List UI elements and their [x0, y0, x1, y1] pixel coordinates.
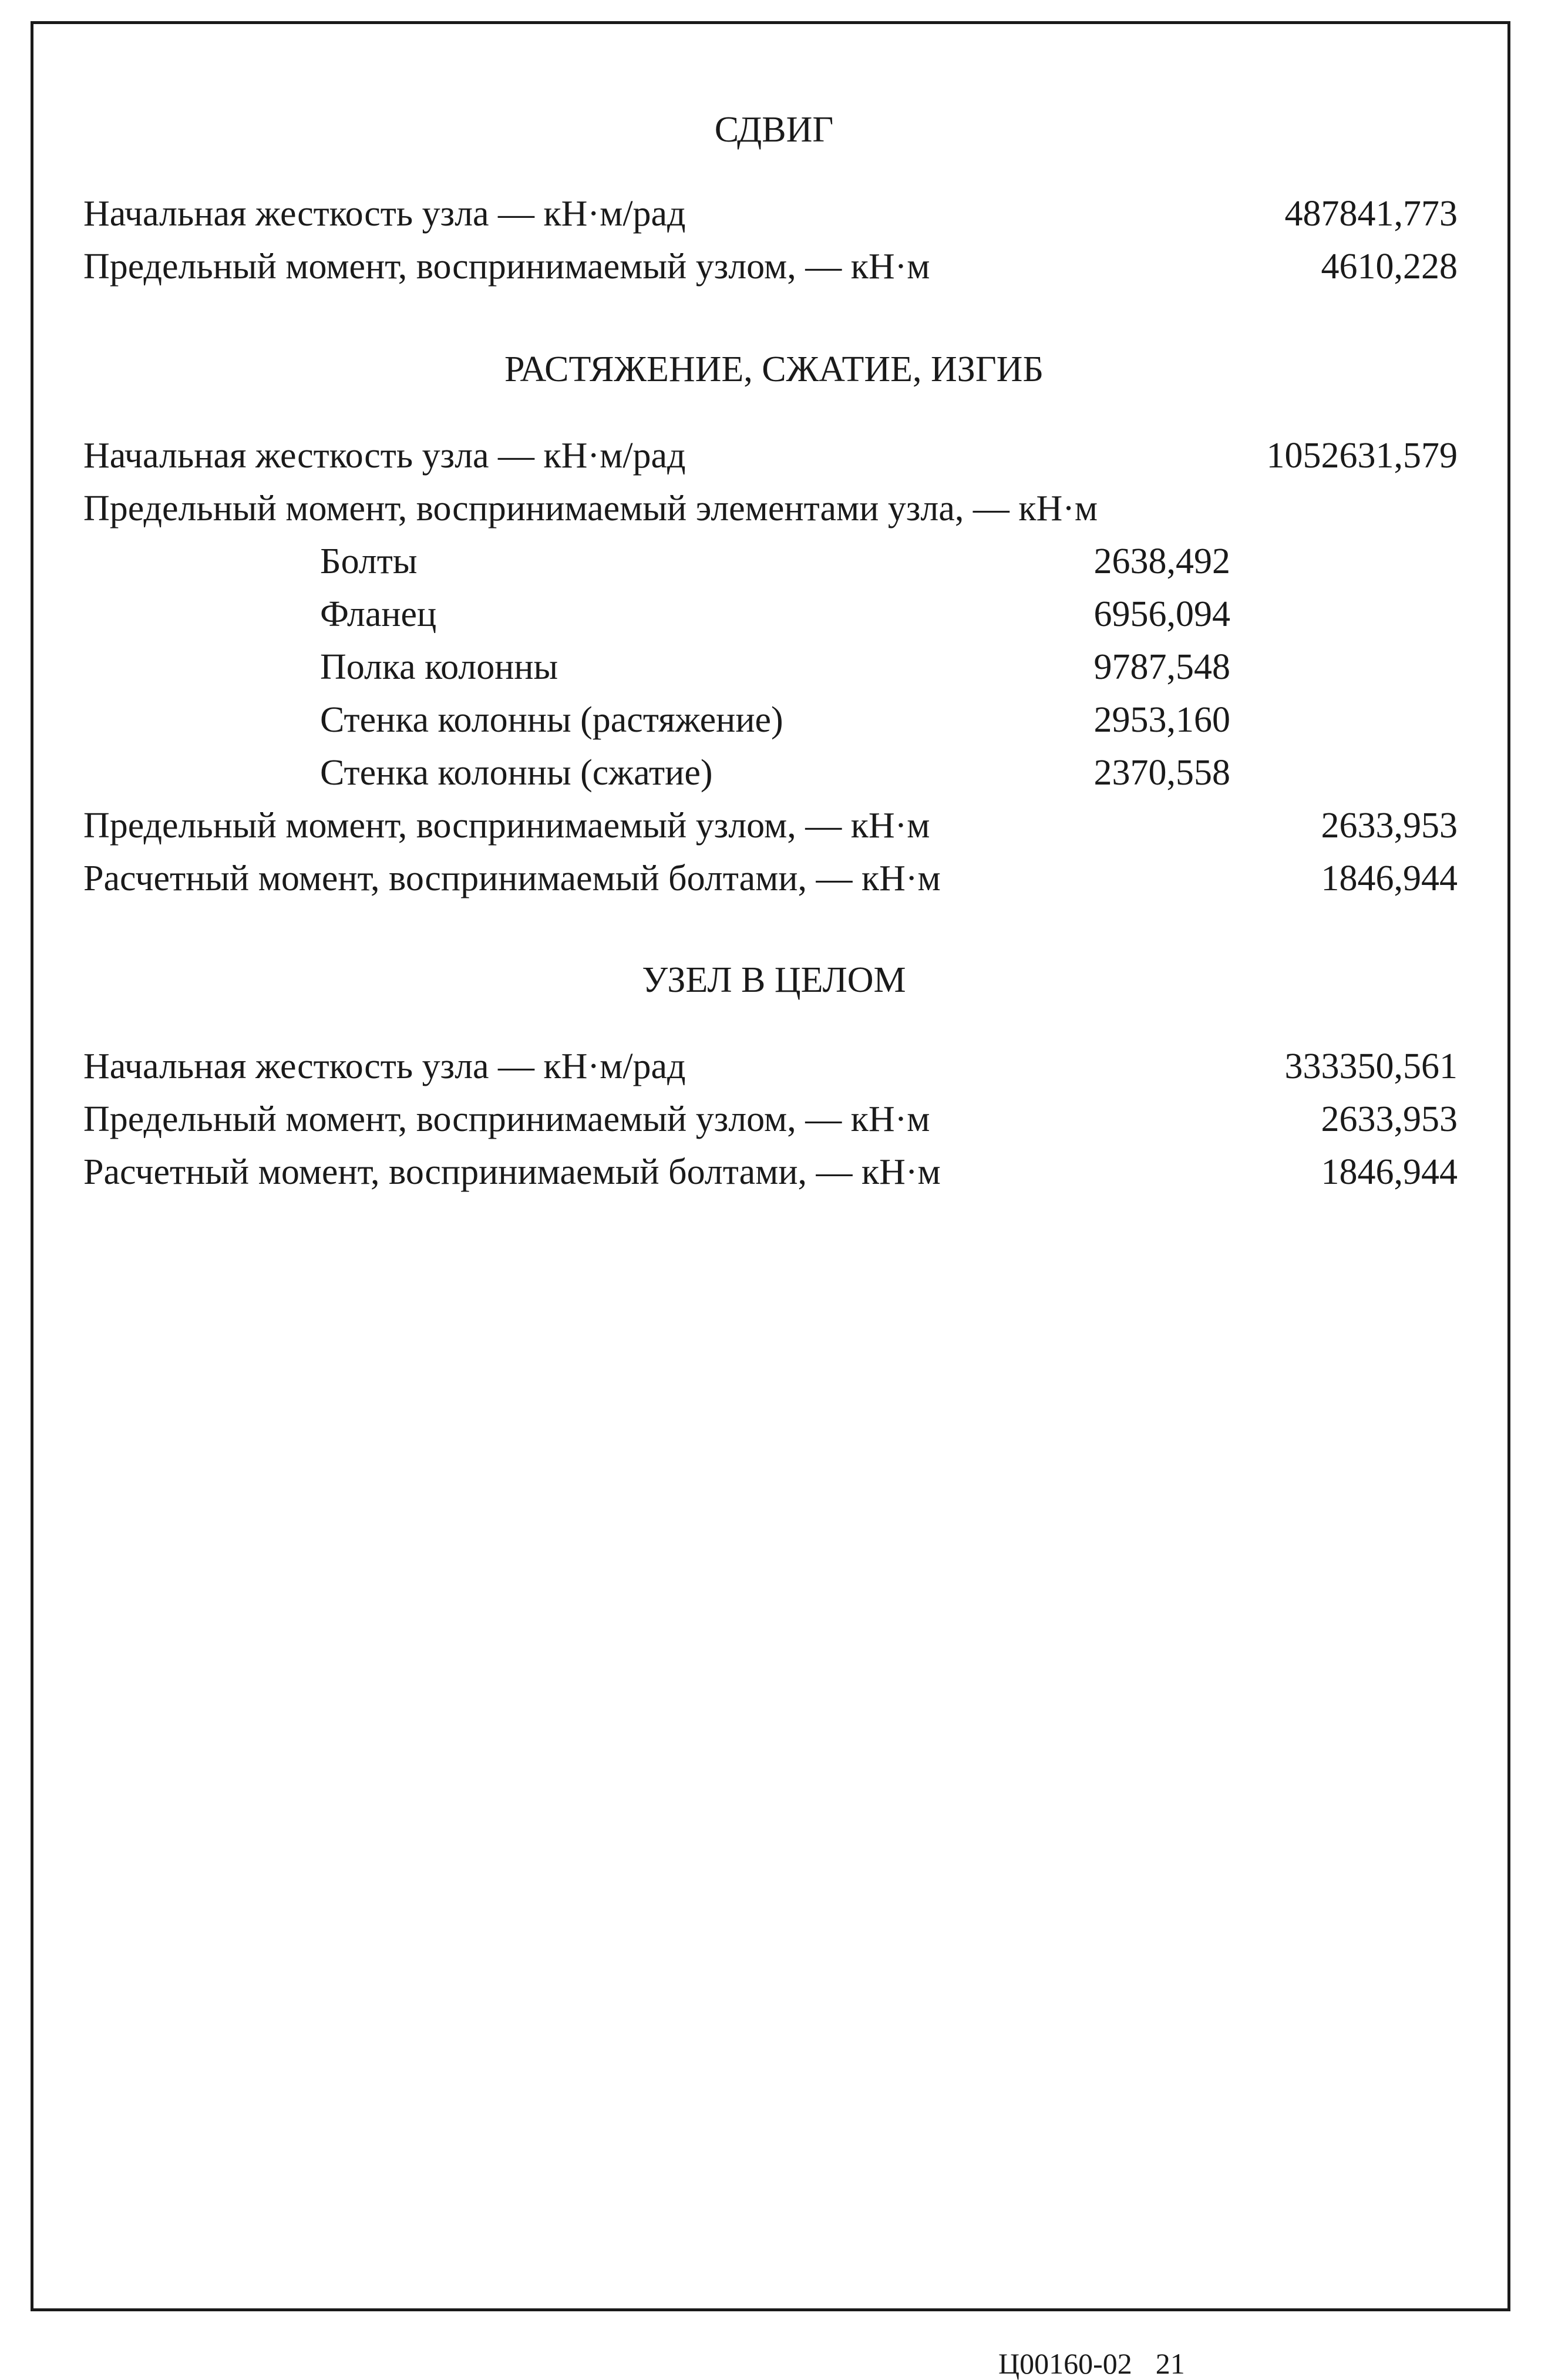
row-value: 2633,953 [1321, 806, 1458, 846]
row-label: Начальная жесткость узла — кН·м/рад [83, 1046, 686, 1086]
element-row-flange [320, 592, 1230, 637]
page-number: 21 [1155, 2347, 1185, 2380]
element-row-bolts [320, 539, 1230, 584]
element-row-column-web-compression [320, 750, 1230, 795]
elements-heading-row [83, 486, 1493, 531]
row-value: 487841,773 [1284, 194, 1458, 234]
page-footer [998, 2349, 1185, 2378]
row-label: Предельный момент, воспринимаемый узлом, — кН·м [83, 1099, 930, 1139]
whole-stiffness-row [83, 1044, 1458, 1089]
section-title-shear: СДВИГ [714, 110, 834, 150]
element-value: 2370,558 [1093, 753, 1230, 793]
element-value: 2953,160 [1093, 700, 1230, 740]
row-label: Предельный момент, воспринимаемый элементами узла, — кН·м [83, 489, 1098, 528]
element-label: Стенка колонны (сжатие) [320, 753, 713, 793]
element-value: 2638,492 [1093, 541, 1230, 581]
doc-code: Ц00160-02 [998, 2347, 1132, 2380]
shear-stiffness-row [83, 191, 1458, 236]
whole-limit-moment-row [83, 1097, 1458, 1142]
tension-stiffness-row [83, 433, 1458, 478]
element-label: Фланец [320, 594, 437, 634]
whole-design-moment-row [83, 1150, 1458, 1194]
tension-limit-moment-row [83, 803, 1458, 848]
element-row-column-flange [320, 645, 1230, 689]
row-value: 4610,228 [1321, 247, 1458, 287]
row-value: 1052631,579 [1266, 436, 1458, 476]
row-value: 1846,944 [1321, 859, 1458, 898]
row-value: 333350,561 [1284, 1046, 1458, 1086]
row-value: 1846,944 [1321, 1152, 1458, 1192]
row-label: Начальная жесткость узла — кН·м/рад [83, 436, 686, 476]
row-label: Начальная жесткость узла — кН·м/рад [83, 194, 686, 234]
tension-design-moment-row [83, 856, 1458, 901]
element-value: 9787,548 [1093, 647, 1230, 687]
element-label: Болты [320, 541, 418, 581]
section-title-whole: УЗЕЛ В ЦЕЛОМ [642, 960, 906, 1000]
section-title-tension: РАСТЯЖЕНИЕ, СЖАТИЕ, ИЗГИБ [504, 349, 1044, 389]
element-label: Полка колонны [320, 647, 558, 687]
shear-limit-moment-row [83, 244, 1458, 289]
row-label: Предельный момент, воспринимаемый узлом, — кН·м [83, 247, 930, 287]
row-label: Расчетный момент, воспринимаемый болтами, — кН·м [83, 1152, 941, 1192]
row-value: 2633,953 [1321, 1099, 1458, 1139]
element-label: Стенка колонны (растяжение) [320, 700, 783, 740]
element-value: 6956,094 [1093, 594, 1230, 634]
row-label: Предельный момент, воспринимаемый узлом, — кН·м [83, 806, 930, 846]
row-label: Расчетный момент, воспринимаемый болтами, — кН·м [83, 859, 941, 898]
element-row-column-web-tension [320, 698, 1230, 742]
